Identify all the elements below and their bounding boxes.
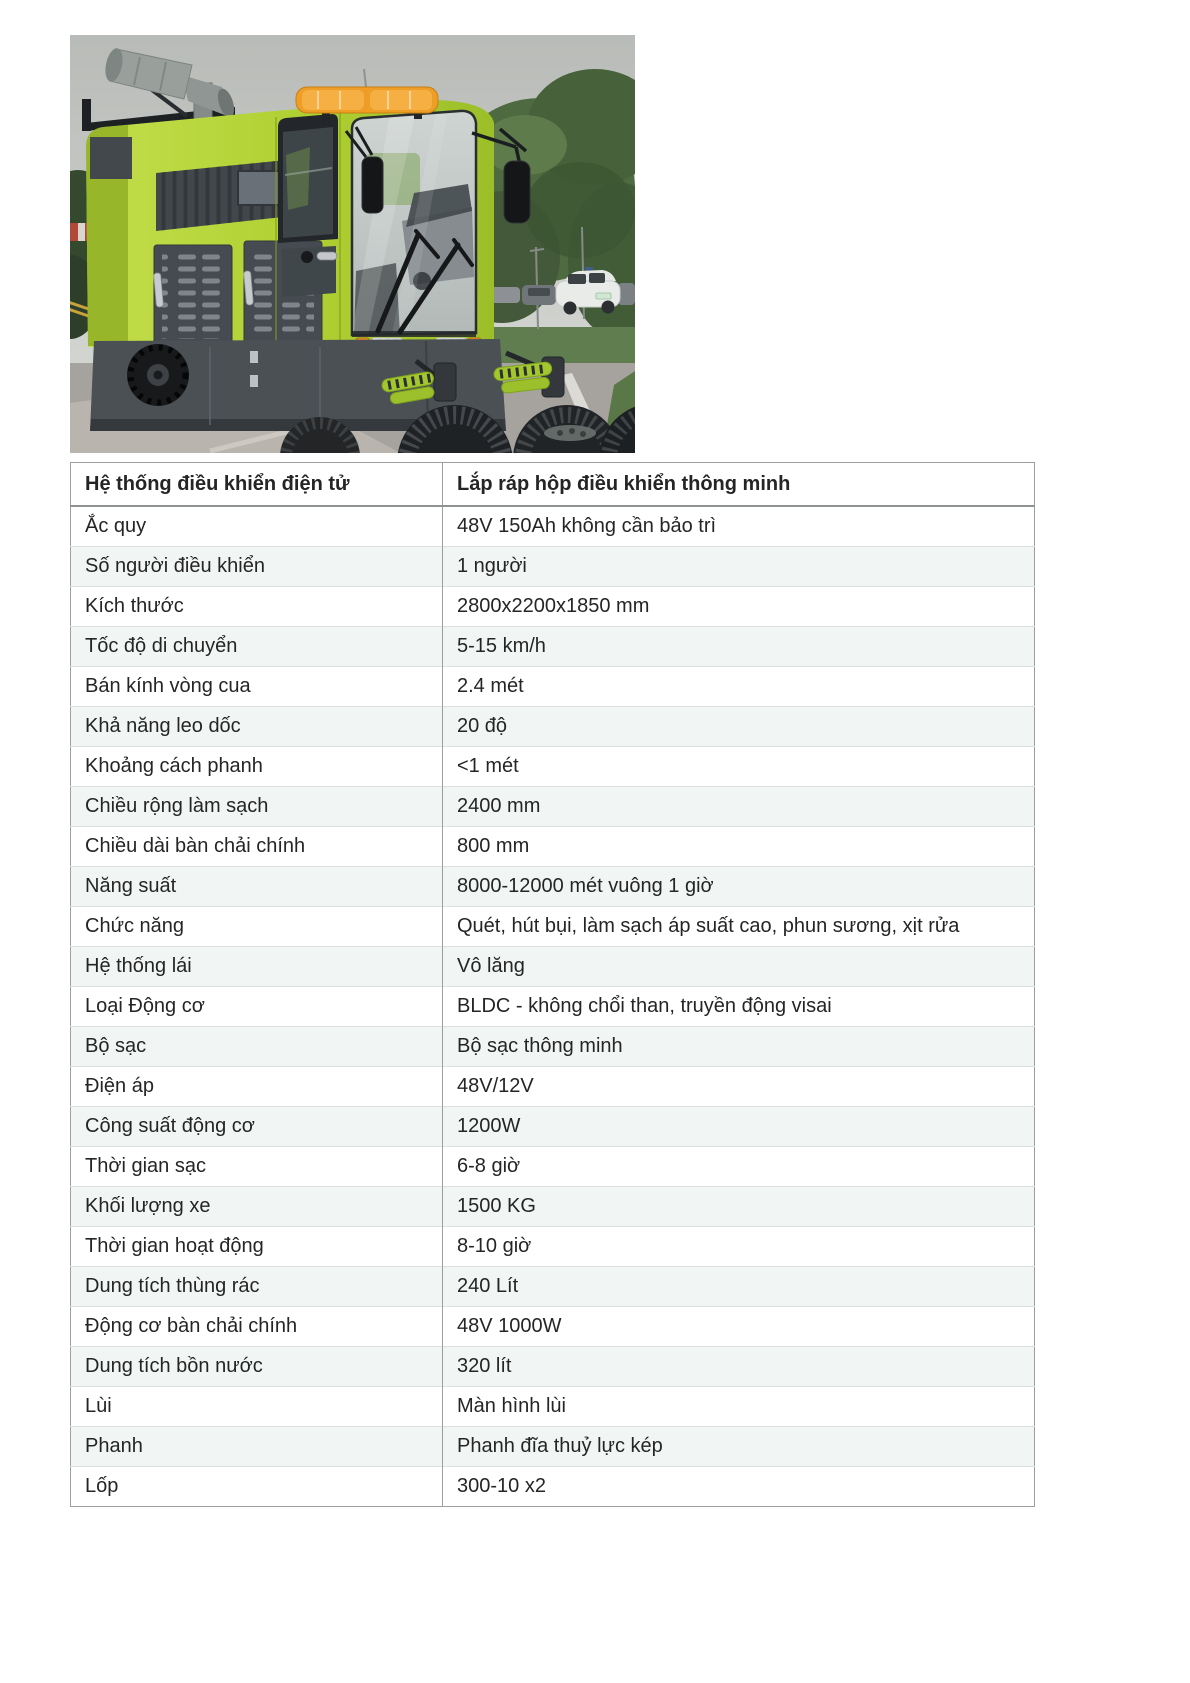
spec-label: Chiều rộng làm sạch bbox=[71, 787, 443, 827]
spec-label: Động cơ bàn chải chính bbox=[71, 1307, 443, 1347]
spec-label: Khả năng leo dốc bbox=[71, 707, 443, 747]
street-sweeper-photo bbox=[70, 35, 635, 453]
table-row bbox=[71, 1347, 1035, 1387]
spec-value: Bộ sạc thông minh bbox=[443, 1027, 1035, 1067]
table-row bbox=[71, 787, 1035, 827]
spec-value: <1 mét bbox=[443, 747, 1035, 787]
spec-value: 8000-12000 mét vuông 1 giờ bbox=[443, 867, 1035, 907]
spec-value: 6-8 giờ bbox=[443, 1147, 1035, 1187]
spec-label: Điện áp bbox=[71, 1067, 443, 1107]
table-row bbox=[71, 1467, 1035, 1507]
spec-table-body bbox=[71, 506, 1035, 1507]
rear-vent-panel bbox=[90, 137, 132, 179]
spec-label: Ắc quy bbox=[71, 506, 443, 547]
table-row bbox=[71, 747, 1035, 787]
table-row bbox=[71, 1307, 1035, 1347]
spec-value: Quét, hút bụi, làm sạch áp suất cao, phun sương, xịt rửa bbox=[443, 907, 1035, 947]
spec-label: Bán kính vòng cua bbox=[71, 667, 443, 707]
spec-table bbox=[70, 462, 1035, 1507]
spec-label: Lùi bbox=[71, 1387, 443, 1427]
table-row bbox=[71, 1267, 1035, 1307]
spec-value: 1500 KG bbox=[443, 1187, 1035, 1227]
brush-motor-left bbox=[434, 363, 456, 401]
spec-value: 2400 mm bbox=[443, 787, 1035, 827]
spec-label: Số người điều khiển bbox=[71, 547, 443, 587]
table-row bbox=[71, 1427, 1035, 1467]
spec-value: 48V/12V bbox=[443, 1067, 1035, 1107]
spec-label: Khối lượng xe bbox=[71, 1187, 443, 1227]
spec-value: Vô lăng bbox=[443, 947, 1035, 987]
table-row bbox=[71, 827, 1035, 867]
spec-value: 240 Lít bbox=[443, 1267, 1035, 1307]
table-row bbox=[71, 867, 1035, 907]
spec-value: 1 người bbox=[443, 547, 1035, 587]
table-row bbox=[71, 907, 1035, 947]
spec-label: Công suất động cơ bbox=[71, 1107, 443, 1147]
louver-door-left bbox=[154, 245, 232, 345]
spec-value: 320 lít bbox=[443, 1347, 1035, 1387]
table-row bbox=[71, 1147, 1035, 1187]
spec-label: Hệ thống lái bbox=[71, 947, 443, 987]
spec-label: Kích thước bbox=[71, 587, 443, 627]
spec-header-col1: Hệ thống điều khiển điện tử bbox=[71, 463, 443, 507]
spec-label: Năng suất bbox=[71, 867, 443, 907]
table-row bbox=[71, 707, 1035, 747]
spec-value: 1200W bbox=[443, 1107, 1035, 1147]
table-row bbox=[71, 987, 1035, 1027]
spec-label: Chiều dài bàn chải chính bbox=[71, 827, 443, 867]
table-row bbox=[71, 947, 1035, 987]
spec-label: Dung tích thùng rác bbox=[71, 1267, 443, 1307]
spec-value: BLDC - không chổi than, truyền động visai bbox=[443, 987, 1035, 1027]
table-row bbox=[71, 1027, 1035, 1067]
table-row bbox=[71, 547, 1035, 587]
spec-value: 2800x2200x1850 mm bbox=[443, 587, 1035, 627]
spec-table-header-row bbox=[71, 463, 1035, 507]
spec-value: 48V 150Ah không cần bảo trì bbox=[443, 506, 1035, 547]
table-row bbox=[71, 1227, 1035, 1267]
spec-label: Khoảng cách phanh bbox=[71, 747, 443, 787]
spec-value: 5-15 km/h bbox=[443, 627, 1035, 667]
spec-label: Tốc độ di chuyển bbox=[71, 627, 443, 667]
table-row bbox=[71, 506, 1035, 547]
spec-value: Màn hình lùi bbox=[443, 1387, 1035, 1427]
spec-value: 2.4 mét bbox=[443, 667, 1035, 707]
table-row bbox=[71, 1387, 1035, 1427]
table-row bbox=[71, 1187, 1035, 1227]
table-row bbox=[71, 1107, 1035, 1147]
spec-label: Bộ sạc bbox=[71, 1027, 443, 1067]
table-row bbox=[71, 587, 1035, 627]
spec-label: Thời gian hoạt động bbox=[71, 1227, 443, 1267]
spec-value: 300-10 x2 bbox=[443, 1467, 1035, 1507]
spec-value: 800 mm bbox=[443, 827, 1035, 867]
spec-value: 48V 1000W bbox=[443, 1307, 1035, 1347]
spec-label: Phanh bbox=[71, 1427, 443, 1467]
spec-header-col2: Lắp ráp hộp điều khiển thông minh bbox=[443, 463, 1035, 507]
rear-wheel bbox=[127, 344, 189, 406]
spec-label: Dung tích bồn nước bbox=[71, 1347, 443, 1387]
table-row bbox=[71, 1067, 1035, 1107]
cab-door-window bbox=[278, 114, 338, 243]
spec-section bbox=[70, 462, 1035, 1507]
spec-label: Lốp bbox=[71, 1467, 443, 1507]
spec-value: Phanh đĩa thuỷ lực kép bbox=[443, 1427, 1035, 1467]
table-row bbox=[71, 667, 1035, 707]
spec-label: Thời gian sạc bbox=[71, 1147, 443, 1187]
spec-label: Loại Động cơ bbox=[71, 987, 443, 1027]
spec-value: 8-10 giờ bbox=[443, 1227, 1035, 1267]
cab-windshield bbox=[352, 110, 476, 337]
spec-label: Chức năng bbox=[71, 907, 443, 947]
spec-value: 20 độ bbox=[443, 707, 1035, 747]
table-row bbox=[71, 627, 1035, 667]
